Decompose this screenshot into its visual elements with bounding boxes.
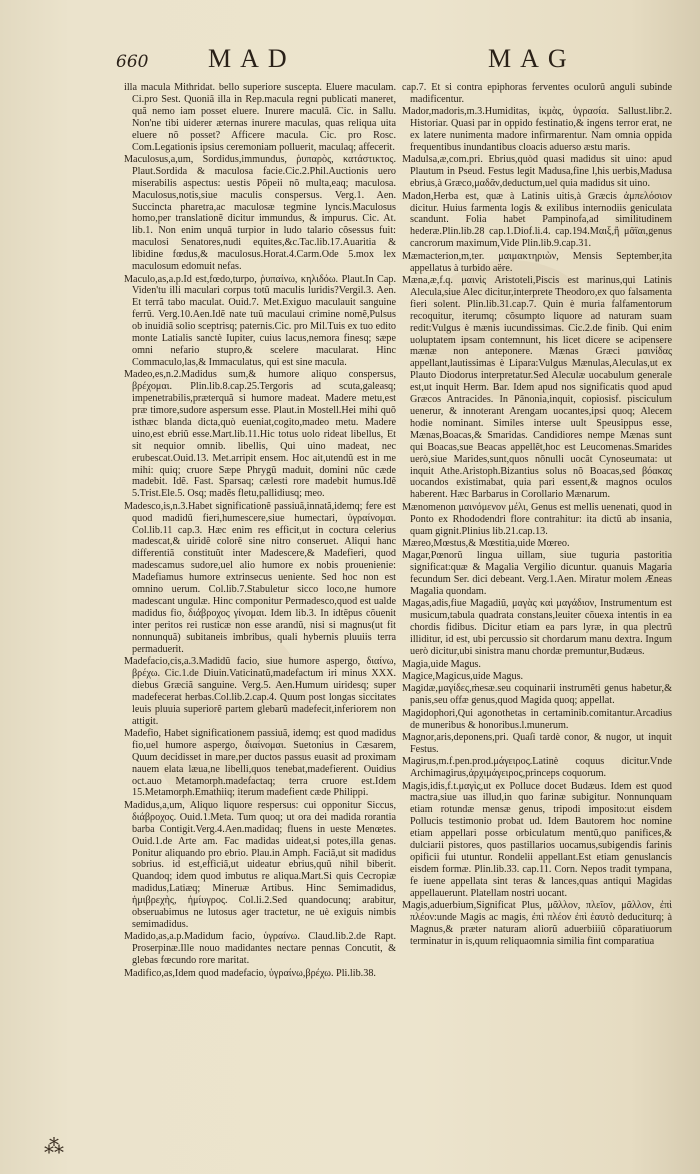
- dictionary-entry: Maculo,as,a.p.Id est,fœdo,turpo, ῥυπαίνω, κηλιδόω. Plaut.In Cap. Viden'tu illi maculari corpus totũ maculis luridis?Vergil.3. Aen. Et terrã tabo maculat. Ouid.7. Met.Exiguo maculauit sanguine ferrũ. Verg.10.Aen.Idẽ nate tuũ maculaui crimine nomẽ,Pulsus ob inuidiã solio sceptrisq; paternis.Cic. pro Mil.Tuis ex tuo edito monte Latialis sanctè Iupiter, cuius lacus,nemora finesq; sæpe omni nefario stupro,& scelere macularat. Hinc Commaculo,las,& Immaculatus, qui est sine macula.: [124, 273, 396, 368]
- dictionary-entry: Madulsa,æ,com.pri. Ebrius,quòd quasi madidus sit uino: apud Plautum in Pseud. Festus legit Madusa,fine l,his uerbis,Madusa ebrius,à Græco,μαδᾶν,deductum,uel quia madidus sit uino.: [402, 154, 672, 190]
- dictionary-entry: Magidæ,μαγίδες,ṁesæ.seu coquinarii instrumẽti genus habetur,& panis,seu offæ genus,quod Magida quoq; appellat.: [402, 683, 672, 707]
- left-column: [124, 82, 396, 980]
- dictionary-entry: Madido,as,a.p.Madidum facio, ὑγραίνω. Claud.lib.2.de Rapt. Proserpinæ.Ille nouo madidantes nectare pennas Concutit, & glebas fœcundo rore maritat.: [124, 931, 396, 967]
- running-head-right: MAG: [488, 44, 576, 73]
- dictionary-entry: illa macula Mithridat. bello superiore suscepta. Eluere maculam. Ci.pro Sest. Quoniã illa in Rep.macula regni publicati maneret, quã nemo iam posset eluere. Inurere maculã. Cic. in Sallu. Non'ne tibi uiderer æternas inurere maculas, quas reliqua uita eluere nõ posset? Afficere macula. Cic. pro Rosc. Com.Legationis ipsius ceremoniam polluerit, maculaq; affecerit.: [124, 82, 396, 153]
- dictionary-entry: Magis,aduerbium,Significat Plus, μᾶλλον, πλεῖον, μᾶλλον, ἐπὶ πλέον:unde Magis ac magis, ἐπὶ πλέον ἐπὶ ἑαυτὸ deduciturq; à Magnus,& præter naturam aliorũ aduerbiiiũ cõparatiuorum terminatur in is,quum reliquaomnia similia fint comparatiua: [402, 900, 672, 947]
- dictionary-entry: Madefio, Habet significationem passiuã, idemq; est quod madidus fio,uel humore aspergo, διαίνομαι. Suetonius in Cæsarem, Quum decidisset in mare,per ductos passus euasit ad proximam nauem elata læua,ne libelli,quos tenebat,madefierent. Ouidius oct.auo Metamorph.madefactaq; terra cruore est.Idem 15.Metamorph.Emathiiq; iterum madefient cæde Philippi.: [124, 727, 396, 799]
- dictionary-entry: Magnor,aris,deponens,pri. Quaſi tardè conor, & nugor, ut inquit Festus.: [402, 731, 672, 755]
- dictionary-entry: Madidus,a,um, Aliquo liquore respersus: cui opponitur Siccus, διάβροχος. Ouid.1.Meta. Tum quoq; ut ora dei madida rorantia barba Contigit.Verg.4.Aen.madidaq; fluens in ueste Menœtes. Ouid.1.de Arte am. Fac madidas uideat,si potes,illa genas. Ponitur aliquando pro ebrio. Plau.in Amph. Faciã,ut sit madidus sobrius. id est,efficiã,ut uideatur ebrius,quũ nihil biberit. Quandoq; idem quod imbutus re aliqua.Mart.Si quis Cecropiæ madidus,Latiæq; Mineruæ Artibus. Hinc Semimadidus, ἡμιβρεχὴς, ἡμίυγρος. Col.li.2.Sed quandocunq; arabitur, obseruabimus ne lutosus ager tractetur, ne uè exiguis nimbis semimadidus.: [124, 799, 396, 930]
- right-column: [402, 82, 672, 948]
- dictionary-entry: cap.7. Et si contra epiphoras ferventes oculorũ anguli subinde madificentur.: [402, 82, 672, 105]
- dictionary-entry: Magis,idis,f.t.μαγὶς,ut ex Polluce docet Budæus. Idem est quod mactra,siue uas illud,in quo farinæ subigitur. Nonnunquam etiam rotundæ mensæ genus, tripodi imposito:ut eisdem Pollucis testimonio probat ud. Idem Bautorem hoc nomine etiam appellari posse orbiculatum mentũ,quo panifices,& dulciarii pistores, quos pastillarios uocamus,subigendis farinis opificii fui utuntur. Rondelii appellant.Est etiam genuslancis eisdem formæ. Plin.lib.33. cap.11. Corn. Nepos tradit tympana, fe iuene appellata sint teras & lances,quas antiqui Magidas appellauerunt. Platellam nostri uocant.: [402, 780, 672, 899]
- page-header: [0, 40, 700, 80]
- dictionary-entry: Madon,Herba est, quæ à Latinis uitis,à Græcis ἀμπελόσιον dicitur. Huius farmenta logis & exilibus internodiis geniculata scandunt. Folia habet Pampinofa,ad similitudinem hederæ.Plin.lib.28 cap.1.Diof.li.4. cap.194.Μαιξ,ἢ μᾶϊαι,genus cancrorum maximum,Vide Plin.lib.9.cap.31.: [402, 190, 672, 250]
- dictionary-entry: Magia,uide Magus.: [402, 658, 481, 670]
- dictionary-entry: Madeo,es,n.2.Madidus sum,& humore aliquo conspersus, βρέχομαι. Plin.lib.8.cap.25.Tergoris ad scuta,galeasq; impenetrabilis,præterquã si humore madeat. Madere metu,est præ timore,sudore aspersum esse. Plaut.in Mostell.Hei mihi quõ isthæc blanda dicta,quò eueniat,cogito,madeo metu. Madere uino,est ebriũ esse.Mart.lib.11.Hic totus uolo rideat libellus, Et sit nequior omnib. libellis, Qui uino madeat, nec erubescat.Ouid.13. Met.arripit ensem. Hoc ait,utendũ est in me mihi: quiq; cruore Sæpe Phrygũ maduit, domini nũc cæde madebit. Idẽ. Fast. Sparsaq; cælesti rore madebit humus.Idẽ 5.Trist.Ele.5. Osq; madẽs fletu,pallidiusq; meo.: [124, 369, 396, 500]
- dictionary-entry: Magice,Magicus,uide Magus.: [402, 670, 524, 682]
- dictionary-entry: Mæna,æ,f.q. μαινὶς Aristoteli,Piscis est marinus,qui Latinis Alecula,siue Alec dicitur,interprete Theodoro,ex quo falsamenta fieri solent. Plin.lib.31.cap.7. Quin è muria falfamentorum recoquitur, iterumq; cõsumpto liquore ad naturam suam redit:Vulgus è mænis iucundissimas. Cic.2.de finib. Qui enim uoluptatem ipsam contemnunt, his licet dicere se acipensere mænæ non anteponere. Mænas Græci μαινίδας appellant,lautissimas è Lipara:Vulgus Mænulas,Aleculas,ut ex Plauto Diodorus interpretatur.Sed Aleculæ uocabulum generale est,ut inquit Herm. Bar. Idem apud nos significatis quod apud Græcos Antracides. In Pãnonia,inquit, copiosisf. pisciculum uenerur, & innoterant Arengam uocantes,ipsi quoq; Alecem hodie nominant. Similes interse uult Speusippus esse, Mænas,Boacas,& Smaridas. Candidiores nempe Mænas sunt qui Boacas,sue Beacas appellẽt,hoc est Leucomenas.Smarides uerò,siue Marides,sunt,quos nõnulli uocãt Cynoseumata: ut inquit Athe.Aristoph.Bizantius solus nõ Boacas,sed βόακας uocandos existimabat, quia pari essent,& magnos oculos haberent. Hæc Barbarus in Corollario Mænarum.: [402, 275, 672, 501]
- dictionary-entry: Magirus,m.f.pen.prod.μάγειρος.Latinè coquus dicitur.Vnde Archimagirus,ἀρχιμάγειρος,princeps coquorum.: [402, 756, 672, 780]
- dictionary-entry: Magas,adis,fiue Magadiũ, μαγὰς καὶ μαγάδιον, Instrumentum est musicum,tabula quadrata constans,leuiter cõuexa intentis in ea chordis fidibus. Dicitur etiam ea pars lyræ, in qua plectrũ illiditur, id est, ubi percussio sit chordarum manu dextra. Ingum uerò dicitur,ubi sinistra manu chordæ premuntur,Budæus.: [402, 598, 672, 658]
- dictionary-entry: Madifico,as,Idem quod madefacio, ὑγραίνω,βρέχω. Pli.lib.38.: [124, 967, 376, 979]
- dictionary-entry: Mænomenon μαινόμενον μέλι, Genus est mellis uenenati, quod in Ponto ex Rhododendri flore contrahitur: ita dictũ ab insania, quam gignit.Plinius lib.21.cap.13.: [402, 501, 672, 537]
- page-number: 660: [116, 52, 149, 72]
- running-head-left: MAD: [208, 44, 296, 73]
- dictionary-entry: Madefacio,cis,a.3.Madidũ facio, siue humore aspergo, διαίνω, βρέχω. Cic.1.de Diuin.Vaticinatũ,madefactum iri minus XXX. diebus Græciã sanguine. Verg.5. Aen.Humum uiridesq; super madefecerat herbas.Col.lib.2.cap.4. Quum post longas siccitates leuis pluuia superiorẽ partem glebarũ madefecit,inferiorem non attigit.: [124, 656, 396, 727]
- dictionary-entry: Magidophori,Qui agonothetas in certaminib.comitantur.Arcadius de muneribus & honoribus.l.munerum.: [402, 707, 672, 731]
- dictionary-entry: Mæmacterion,m,ter. μαιμακτηριὼν, Mensis September,ita appellatus à turbido aëre.: [402, 250, 672, 274]
- dictionary-entry: Madesco,is,n.3.Habet significationẽ passiuã,innatã,idemq; fere est quod madidũ fieri,humescere,siue humectari, ὑγραίνομαι. Col.lib.11 cap.3. Hæc enim res efficit,ut in coctura celerius madescat,& uiridẽ colorẽ sine nitro conseruet. Aliqui hanc differentiã constituũt inter Madescere,& Madefieri, quod madescamus sudore,uel alio humore ex nobis prouenienie: Madefiamus humore extrinsecus ueniente. Sed hoc non est omnino uerum. Col.lib.7.Stabuletur sicco loco,ne humore madescant ungulæ. Hinc componitur Permadesco,quod est ualde madidus fio, διάβροχος γίνομαι. Idem lib.3. In idtẽpus cõuenit inter peritos rei rusticæ non esse arandũ, nisi si magnus(ut fit nonnunquã) subitaneis imbribus, quali hybernis pluuiis terra permaduerit.: [124, 500, 396, 655]
- dictionary-entry: Mador,madoris,m.3.Humiditas, ἰκμὰς, ὑγρασία. Sallust.libr.2. Historiar. Quasi par in oppido festinatio,& ingens terror erat, ne ex latere nunimenta madore infirmarentur. Nam omnia oppida frequentibus inundantibus cloacis aduerso æstu maris.: [402, 106, 672, 154]
- dictionary-entry: Mæreo,Mœstus,& Mœstitia,uide Mœreo.: [402, 537, 570, 549]
- dictionary-entry: Maculosus,a,um, Sordidus,immundus, ῥυπαρὸς, κατάστικτος. Plaut.Sordida & maculosa facie.Cic.2.Phil.Auctionis uero miserabilis aspectus: uestis Põpeii nõ multa,eaq; maculosa. Maculosus,notis,siue maculis conspersus. Verg.1. Aen. Succincta pharetra,ac maculosæ tegmine lyncis.Maculosus homo,per translationẽ dicitur immundus, & impurus. Cic. At. lib.1. Non enim unquã turpior in ludo talario cõsessus fuit: maculosi Senatores,nudi equites,&c.Tac.lib.17.Auaritia & libidine fœdus,& maculosus.Horat.4.Carm.Ode 5.mox lex maculosum edomuit nefas.: [124, 153, 396, 273]
- dictionary-entry: Magar,Pœnorũ lingua uillam, siue tuguria pastoritia significat:quæ & Magalia Vergilio dicuntur. quanuis Magaria fecundum Ser. dici debeant. Verg.1.Aen. Miratur molem Æneas Magalia quondam.: [402, 550, 672, 598]
- hand-drawn-ornament-icon: ⁂: [44, 1134, 64, 1158]
